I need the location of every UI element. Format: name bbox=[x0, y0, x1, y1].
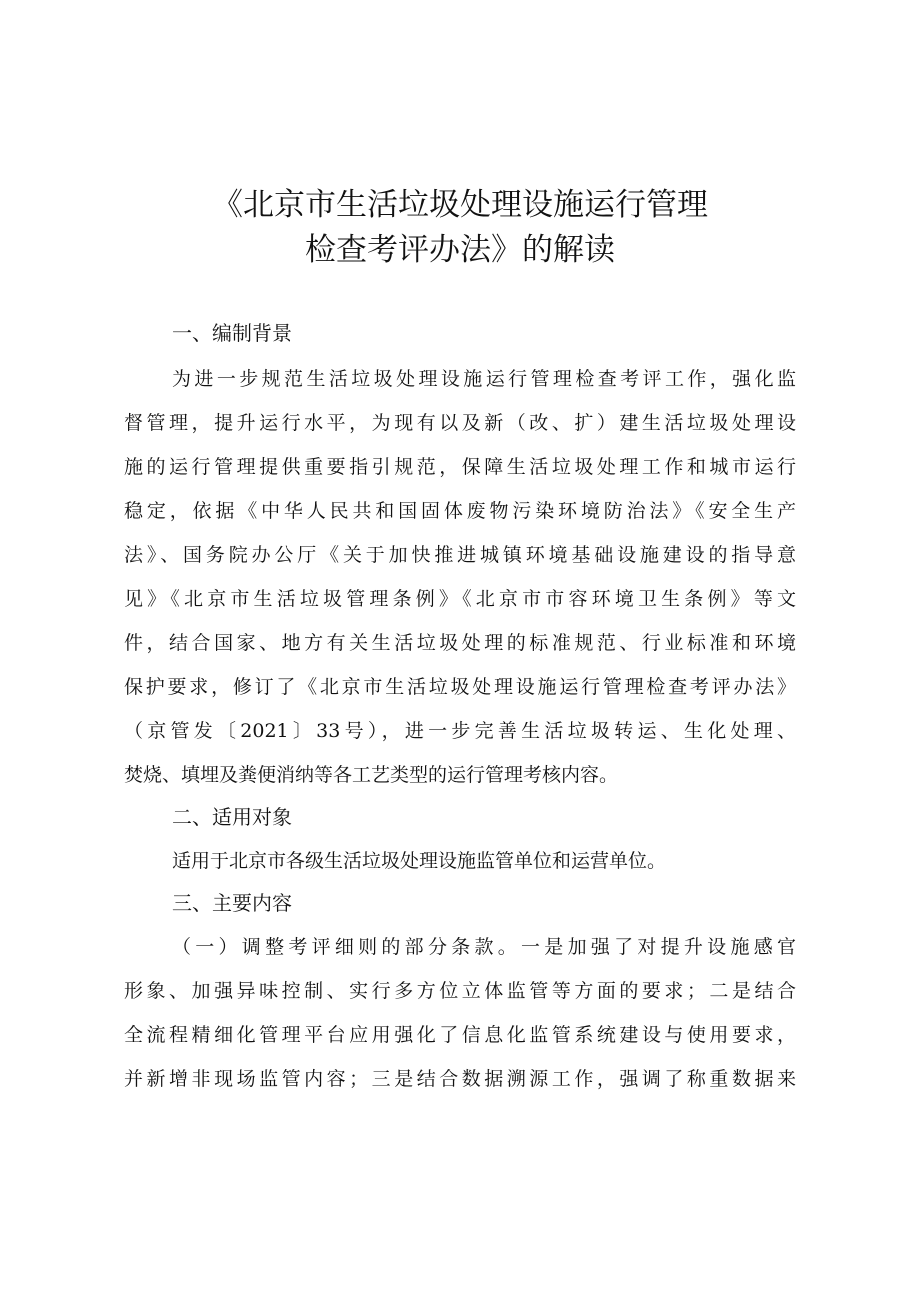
paragraph-line: 适用于北京市各级生活垃圾处理设施监管单位和运营单位。 bbox=[172, 850, 667, 872]
paragraph-line: 保护要求，修订了《北京市生活垃圾处理设施运行管理检查考评办法》 bbox=[124, 676, 796, 698]
paragraph-line: 形象、加强异味控制、实行多方位立体监管等方面的要求；二是结合 bbox=[124, 980, 796, 1002]
paragraph-line: 督管理，提升运行水平，为现有以及新（改、扩）建生活垃圾处理设 bbox=[124, 412, 796, 434]
paragraph-line: 焚烧、填埋及粪便消纳等各工艺类型的运行管理考核内容。 bbox=[124, 764, 619, 786]
paragraph-line: （一）调整考评细则的部分条款。一是加强了对提升设施感官 bbox=[172, 936, 796, 958]
paragraph-line: 全流程精细化管理平台应用强化了信息化监管系统建设与使用要求， bbox=[124, 1024, 796, 1046]
paragraph-line: 件，结合国家、地方有关生活垃圾处理的标准规范、行业标准和环境 bbox=[124, 632, 796, 654]
paragraph-line: 见》《北京市生活垃圾管理条例》《北京市市容环境卫生条例》等文 bbox=[124, 588, 796, 610]
document-title-line-1: 《北京市生活垃圾处理设施运行管理 bbox=[212, 187, 708, 223]
section-heading-content: 三、主要内容 bbox=[172, 891, 292, 915]
section-heading-background: 一、编制背景 bbox=[172, 321, 292, 345]
paragraph-line: 为进一步规范生活垃圾处理设施运行管理检查考评工作，强化监 bbox=[172, 368, 796, 390]
paragraph-line: （京管发〔2021〕33号），进一步完善生活垃圾转运、生化处理、 bbox=[124, 720, 796, 742]
paragraph-line: 施的运行管理提供重要指引规范，保障生活垃圾处理工作和城市运行 bbox=[124, 456, 796, 478]
document-title-line-2: 检查考评办法》的解读 bbox=[305, 232, 615, 268]
section-heading-scope: 二、适用对象 bbox=[172, 805, 292, 829]
paragraph-line: 法》、国务院办公厅《关于加快推进城镇环境基础设施建设的指导意 bbox=[124, 544, 796, 566]
paragraph-line: 并新增非现场监管内容；三是结合数据溯源工作，强调了称重数据来 bbox=[124, 1068, 796, 1090]
paragraph-line: 稳定，依据《中华人民共和国固体废物污染环境防治法》《安全生产 bbox=[124, 500, 796, 522]
